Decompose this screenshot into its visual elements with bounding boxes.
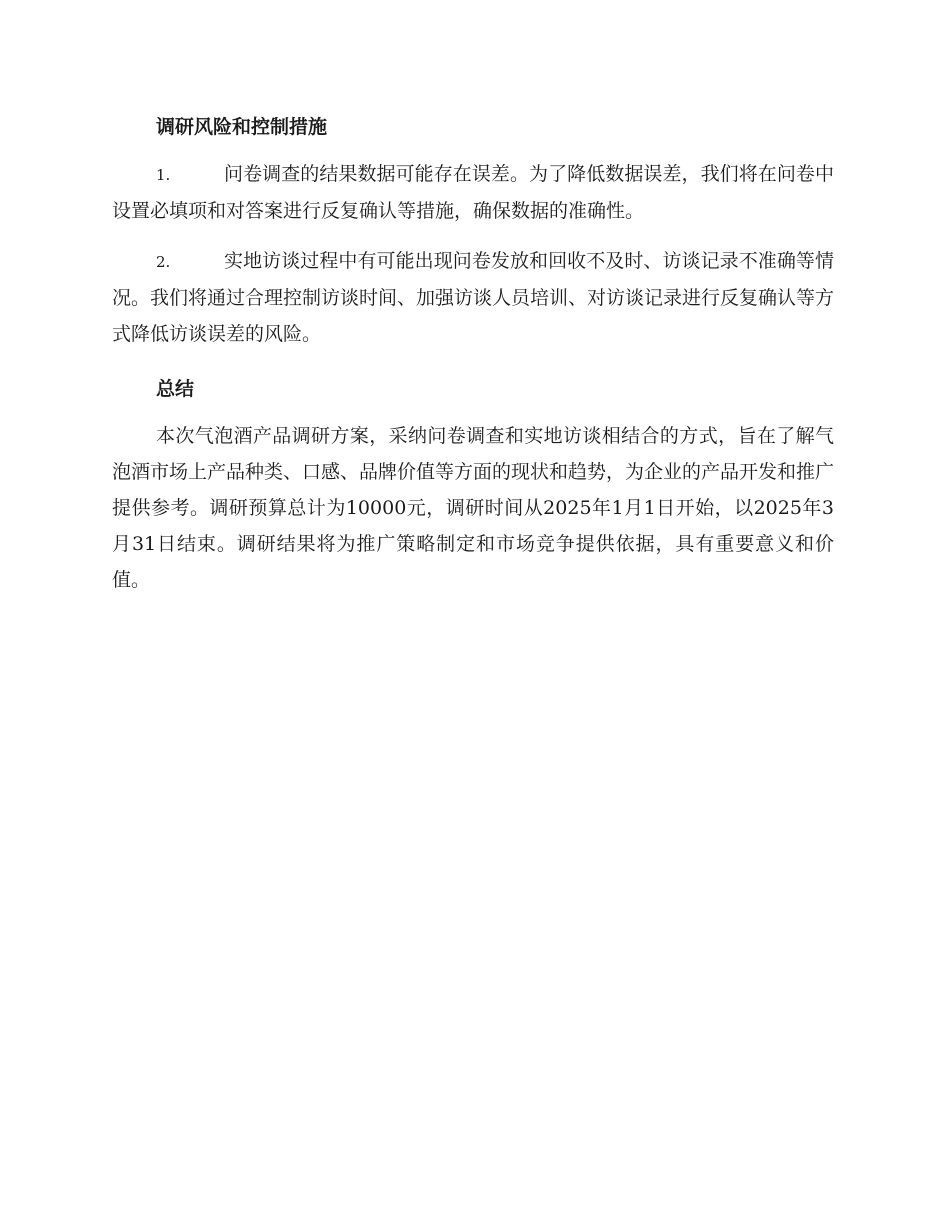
- list-item-number: 2.: [156, 253, 171, 271]
- list-item-risk-2: [112, 243, 834, 352]
- list-item-text: 实地访谈过程中有可能出现问卷发放和回收不及时、访谈记录不准确等情况。我们将通过合理控制访谈时间、加强访谈人员培训、对访谈记录进行反复确认等方式降低访谈误差的风险。: [112, 250, 835, 345]
- section-heading-summary: 总结: [156, 378, 195, 400]
- list-item-number: 1.: [156, 166, 171, 184]
- section-heading-risks: 调研风险和控制措施: [156, 116, 328, 138]
- list-item-risk-1: [112, 156, 834, 229]
- document-page: [112, 108, 834, 612]
- summary-paragraph: 本次气泡酒产品调研方案，采纳问卷调查和实地访谈相结合的方式，旨在了解气泡酒市场上产品种类、口感、品牌价值等方面的现状和趋势，为企业的产品开发和推广提供参考。调研预算总计为10000元，调研时间从2025年1月1日开始，以2025年3月31日结束。调研结果将为推广策略制定和市场竞争提供依据，具有重要意义和价值。: [112, 425, 835, 591]
- list-item-text: 问卷调查的结果数据可能存在误差。为了降低数据误差，我们将在问卷中设置必填项和对答案进行反复确认等措施，确保数据的准确性。: [112, 163, 834, 222]
